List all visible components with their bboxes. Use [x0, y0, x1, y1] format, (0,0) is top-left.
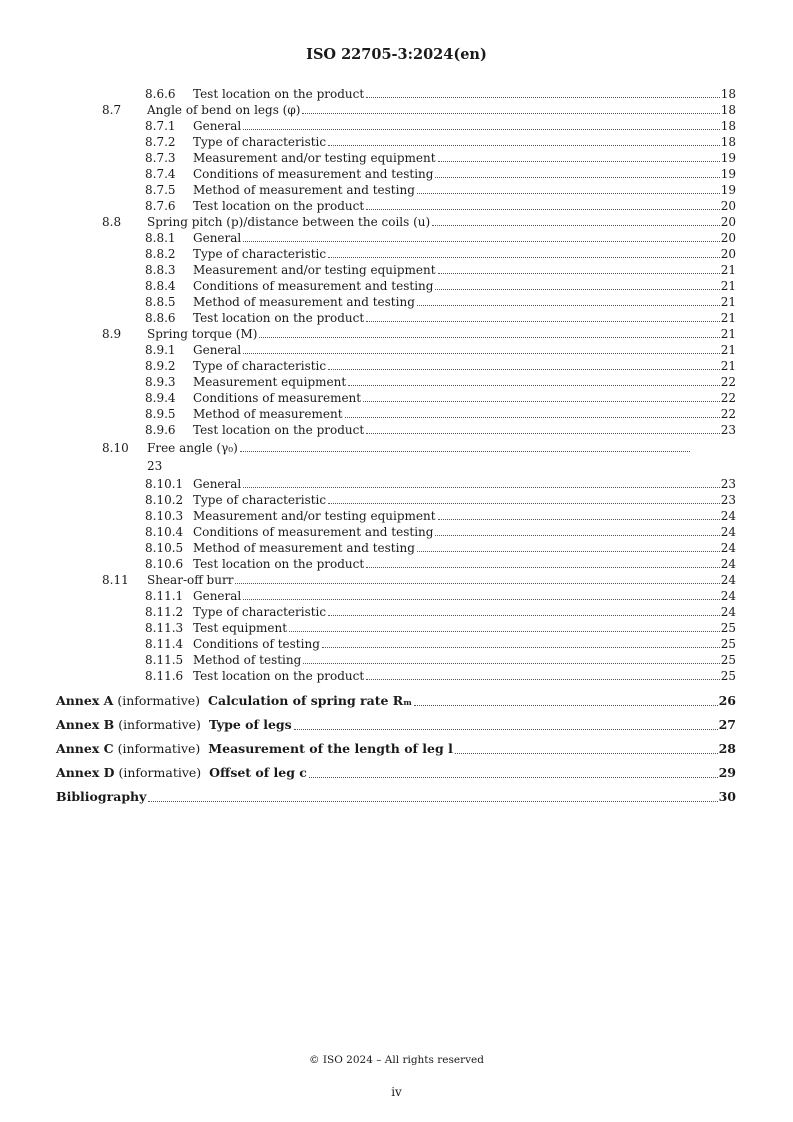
- toc-entry-page: 30: [718, 789, 736, 804]
- toc-entry[interactable]: [145, 652, 736, 668]
- toc-entry[interactable]: [102, 214, 736, 230]
- toc-entry-title: Measurement and/or testing equipment: [193, 263, 436, 277]
- toc-entry-page: 18: [720, 87, 736, 101]
- toc-entry-number: 8.11.4: [145, 637, 184, 651]
- toc-entry-title: Method of measurement and testing: [193, 295, 415, 309]
- toc-entry-title: Type of characteristic: [193, 605, 327, 619]
- dot-leader: [435, 289, 719, 290]
- toc-entry-number: 8.9: [102, 327, 122, 341]
- toc-entry-title: General: [193, 343, 242, 357]
- toc-entry-title: Conditions of measurement: [193, 391, 362, 405]
- toc-entry[interactable]: [145, 668, 736, 684]
- toc-entry-title: Test location on the product: [193, 423, 365, 437]
- toc-entry[interactable]: [145, 294, 736, 310]
- toc-entry-page: 24: [720, 525, 736, 539]
- toc-entry[interactable]: [102, 440, 691, 456]
- toc-entry-page: 18: [720, 103, 736, 117]
- dot-leader: [259, 337, 719, 338]
- annex-title: Measurement of the length of leg l: [208, 741, 453, 756]
- toc-entry-page: 29: [718, 765, 736, 780]
- annex-label: Annex A: [56, 693, 114, 708]
- toc-entry-page: 21: [720, 327, 736, 341]
- bibliography-title: [56, 788, 147, 806]
- toc-entry-page: 21: [720, 359, 736, 373]
- dot-leader: [435, 535, 719, 536]
- toc-entry[interactable]: [145, 556, 736, 572]
- toc-entry-number: 8.7.1: [145, 119, 176, 133]
- dot-leader: [322, 647, 720, 648]
- toc-entry-title: Method of measurement: [193, 407, 343, 421]
- toc-entry-page: 25: [720, 669, 736, 683]
- toc-entry-title: Test location on the product: [193, 199, 365, 213]
- toc-entry[interactable]: [145, 620, 736, 636]
- toc-entry-page: 25: [720, 621, 736, 635]
- dot-leader: [366, 433, 720, 434]
- dot-leader: [289, 631, 720, 632]
- dot-leader: [328, 369, 720, 370]
- toc-entry-page: 26: [718, 693, 736, 708]
- dot-leader: [438, 519, 720, 520]
- copyright-notice: © ISO 2024 – All rights reserved: [309, 1054, 484, 1066]
- page-number: iv: [391, 1085, 402, 1099]
- dot-leader: [309, 777, 718, 778]
- toc-entry-number: 8.10.4: [145, 525, 184, 539]
- toc-entry-number: 8.11.2: [145, 605, 184, 619]
- toc-entry-number: 8.7.5: [145, 183, 176, 197]
- toc-entry-title: Measurement equipment: [193, 375, 347, 389]
- toc-entry-page: 22: [720, 407, 736, 421]
- toc-entry-title: Type of characteristic: [193, 493, 327, 507]
- toc-entry-number: 8.11.1: [145, 589, 184, 603]
- annex-label-wrap: [56, 740, 454, 758]
- toc-entry-page: 24: [720, 509, 736, 523]
- toc-entry[interactable]: [145, 588, 736, 604]
- toc-entry-title: Conditions of measurement and testing: [193, 279, 434, 293]
- toc-entry-title: Measurement and/or testing equipment: [193, 151, 436, 165]
- toc-entry[interactable]: [145, 374, 736, 390]
- toc-entry-number: 8.7.3: [145, 151, 176, 165]
- toc-entry[interactable]: [145, 390, 736, 406]
- toc-entry-page: 19: [720, 183, 736, 197]
- annex-label: Annex B: [56, 717, 115, 732]
- toc-entry-page: 21: [720, 311, 736, 325]
- dot-leader: [328, 145, 720, 146]
- toc-entry-number: 8.7.4: [145, 167, 176, 181]
- toc-entry-page: 28: [718, 741, 736, 756]
- toc-entry-number: 8.8.6: [145, 311, 176, 325]
- toc-entry-number: 8.8.5: [145, 295, 176, 309]
- toc-entry-page: 20: [720, 199, 736, 213]
- annex-title: Calculation of spring rate Rₘ: [208, 693, 413, 708]
- annex-type: (informative): [117, 693, 201, 708]
- toc-entry-number: 8.11.5: [145, 653, 184, 667]
- toc-entry-number: 8.8.4: [145, 279, 176, 293]
- toc-entry-title: Measurement and/or testing equipment: [193, 509, 436, 523]
- dot-leader: [435, 177, 719, 178]
- annex-label-wrap: [56, 716, 293, 734]
- toc-entry-title: Test equipment: [193, 621, 288, 635]
- dot-leader: [438, 273, 720, 274]
- toc-entry-number: 8.11.3: [145, 621, 184, 635]
- toc-entry-page: 25: [720, 637, 736, 651]
- toc-entry[interactable]: [145, 342, 736, 358]
- toc-entry-number: 8.9.4: [145, 391, 176, 405]
- toc-entry[interactable]: [145, 524, 736, 540]
- toc-entry-title: Method of measurement and testing: [193, 541, 415, 555]
- toc-entry-title: General: [193, 119, 242, 133]
- toc-entry[interactable]: [145, 358, 736, 374]
- dot-leader: [366, 679, 720, 680]
- toc-entry-page: 22: [720, 391, 736, 405]
- toc-annex-entry[interactable]: [56, 740, 736, 758]
- toc-entry-number: 8.11.6: [145, 669, 184, 683]
- toc-entry-title: Test location on the product: [193, 87, 365, 101]
- toc-entry-page: 19: [720, 151, 736, 165]
- dot-leader: [432, 225, 720, 226]
- toc-entry-number: 8.7.6: [145, 199, 176, 213]
- toc-entry-page: 23: [720, 423, 736, 437]
- toc-entry-number: 8.9.2: [145, 359, 176, 373]
- toc-annex-entry[interactable]: [56, 764, 736, 782]
- dot-leader: [148, 801, 717, 802]
- annex-label-wrap: [56, 764, 308, 782]
- toc-entry[interactable]: [145, 604, 736, 620]
- toc-entry[interactable]: [102, 572, 736, 588]
- toc-entry-title: Angle of bend on legs (φ): [147, 103, 301, 117]
- dot-leader: [366, 321, 720, 322]
- annex-label: Annex D: [56, 765, 115, 780]
- toc-entry-title: Spring pitch (p)/distance between the coils (u): [147, 215, 431, 229]
- toc-entry-page: 18: [720, 119, 736, 133]
- toc-entry[interactable]: [145, 278, 736, 294]
- annex-title: Offset of leg c: [209, 765, 307, 780]
- toc-entry[interactable]: [145, 86, 736, 102]
- dot-leader: [366, 97, 720, 98]
- toc-entry-page: 24: [720, 605, 736, 619]
- dot-leader: [417, 551, 720, 552]
- toc-entry-title: Type of characteristic: [193, 359, 327, 373]
- dot-leader: [240, 451, 690, 452]
- toc-entry[interactable]: [145, 118, 736, 134]
- toc-entry-number: 8.9.6: [145, 423, 176, 437]
- dot-leader: [303, 663, 719, 664]
- toc-entry[interactable]: [145, 636, 736, 652]
- dot-leader: [366, 567, 720, 568]
- annex-type: (informative): [118, 765, 202, 780]
- toc-entry-page: 22: [720, 375, 736, 389]
- toc-entry-title: Type of characteristic: [193, 135, 327, 149]
- toc-entry-page: 23: [147, 459, 163, 473]
- toc-entry-number: 8.6.6: [145, 87, 176, 101]
- dot-leader: [235, 583, 719, 584]
- toc-entry-number: 8.8: [102, 215, 122, 229]
- dot-leader: [366, 209, 720, 210]
- toc-entry[interactable]: [145, 198, 736, 214]
- toc-entry-number: 8.10.1: [145, 477, 184, 491]
- toc-entry-title: General: [193, 477, 242, 491]
- toc-entry-number: 8.10.3: [145, 509, 184, 523]
- toc-entry-number: 8.9.1: [145, 343, 176, 357]
- toc-entry[interactable]: [102, 102, 736, 118]
- toc-entry-number: 8.11: [102, 573, 129, 587]
- toc-entry-number: 8.10.5: [145, 541, 184, 555]
- toc-annex-entry[interactable]: [56, 716, 736, 734]
- toc-entry-number: 8.10.2: [145, 493, 184, 507]
- dot-leader: [417, 305, 720, 306]
- toc-entry-number: 8.10: [102, 441, 129, 455]
- dot-leader: [417, 193, 720, 194]
- toc-entry-title: General: [193, 589, 242, 603]
- toc-entry-number: 8.8.3: [145, 263, 176, 277]
- toc-entry-page: 21: [720, 295, 736, 309]
- dot-leader: [243, 353, 719, 354]
- toc-entry[interactable]: [145, 422, 736, 438]
- annex-label: Annex C: [56, 741, 114, 756]
- toc-entry-number: 8.9.5: [145, 407, 176, 421]
- toc-entry-title: Method of testing: [193, 653, 302, 667]
- toc-entry-title: Type of characteristic: [193, 247, 327, 261]
- toc-entry-title: Test location on the product: [193, 311, 365, 325]
- dot-leader: [363, 401, 720, 402]
- toc-entry-page: 24: [720, 573, 736, 587]
- toc-entry-number: 8.8.2: [145, 247, 176, 261]
- dot-leader: [243, 241, 719, 242]
- toc-entry-title: General: [193, 231, 242, 245]
- dot-leader: [243, 599, 719, 600]
- toc-entry-number: 8.8.1: [145, 231, 176, 245]
- toc-entry-title: Conditions of testing: [193, 637, 320, 651]
- toc-entry-page: 23: [720, 477, 736, 491]
- toc-entry-number: 8.10.6: [145, 557, 184, 571]
- toc-entry[interactable]: [145, 262, 736, 278]
- toc-entry-page: 21: [720, 343, 736, 357]
- toc-entry[interactable]: [102, 326, 736, 342]
- toc-entry[interactable]: [145, 134, 736, 150]
- dot-leader: [328, 503, 720, 504]
- toc-entry-page: 24: [720, 589, 736, 603]
- toc-entry-title: Test location on the product: [193, 669, 365, 683]
- toc-entry-page: 27: [718, 717, 736, 732]
- toc-entry[interactable]: [145, 150, 736, 166]
- dot-leader: [455, 753, 718, 754]
- toc-entry-page: 20: [720, 247, 736, 261]
- dot-leader: [302, 113, 719, 114]
- toc-entry-page: 21: [720, 263, 736, 277]
- toc-entry-page: 18: [720, 135, 736, 149]
- toc-annex-entry[interactable]: [56, 692, 736, 710]
- toc-entry-title: Test location on the product: [193, 557, 365, 571]
- document-header: ISO 22705-3:2024(en): [306, 46, 487, 63]
- toc-entry[interactable]: [145, 182, 736, 198]
- dot-leader: [438, 161, 720, 162]
- toc-entry-number: 8.9.3: [145, 375, 176, 389]
- toc-entry-title: Conditions of measurement and testing: [193, 525, 434, 539]
- toc-entry-title: Free angle (γ₀): [147, 441, 238, 455]
- toc-entry-page: 24: [720, 541, 736, 555]
- dot-leader: [414, 705, 717, 706]
- bibliography-label: Bibliography: [56, 789, 147, 804]
- toc-entry-page: 21: [720, 279, 736, 293]
- annex-label-wrap: [56, 692, 413, 710]
- toc-entry[interactable]: [145, 310, 736, 326]
- toc-entry-page: 24: [720, 557, 736, 571]
- dot-leader: [243, 129, 719, 130]
- toc-entry[interactable]: [145, 540, 736, 556]
- dot-leader: [294, 729, 718, 730]
- toc-entry-page: 25: [720, 653, 736, 667]
- toc-entry-page: 19: [720, 167, 736, 181]
- toc-entry-number: 8.7.2: [145, 135, 176, 149]
- toc-entry-number: 8.7: [102, 103, 122, 117]
- annex-title: Type of legs: [208, 717, 292, 732]
- toc-entry-page: 23: [720, 493, 736, 507]
- dot-leader: [328, 615, 720, 616]
- dot-leader: [243, 487, 719, 488]
- toc-entry-title: Conditions of measurement and testing: [193, 167, 434, 181]
- toc-bibliography-entry[interactable]: [56, 788, 736, 806]
- annex-type: (informative): [118, 717, 201, 732]
- toc-entry[interactable]: [145, 246, 736, 262]
- toc-entry[interactable]: [145, 166, 736, 182]
- annex-type: (informative): [117, 741, 201, 756]
- toc-entry-page: 20: [720, 231, 736, 245]
- toc-entry-title: Method of measurement and testing: [193, 183, 415, 197]
- toc-entry[interactable]: [145, 230, 736, 246]
- toc-entry[interactable]: [145, 492, 736, 508]
- toc-entry-title: Shear-off burr: [147, 573, 234, 587]
- toc-entry[interactable]: [145, 508, 736, 524]
- dot-leader: [345, 417, 720, 418]
- dot-leader: [328, 257, 720, 258]
- toc-entry-page: 20: [720, 215, 736, 229]
- toc-entry[interactable]: [145, 476, 736, 492]
- toc-entry-page-wrapped: [147, 458, 162, 474]
- toc-entry-title: Spring torque (M): [147, 327, 258, 341]
- toc-entry[interactable]: [145, 406, 736, 422]
- dot-leader: [348, 385, 720, 386]
